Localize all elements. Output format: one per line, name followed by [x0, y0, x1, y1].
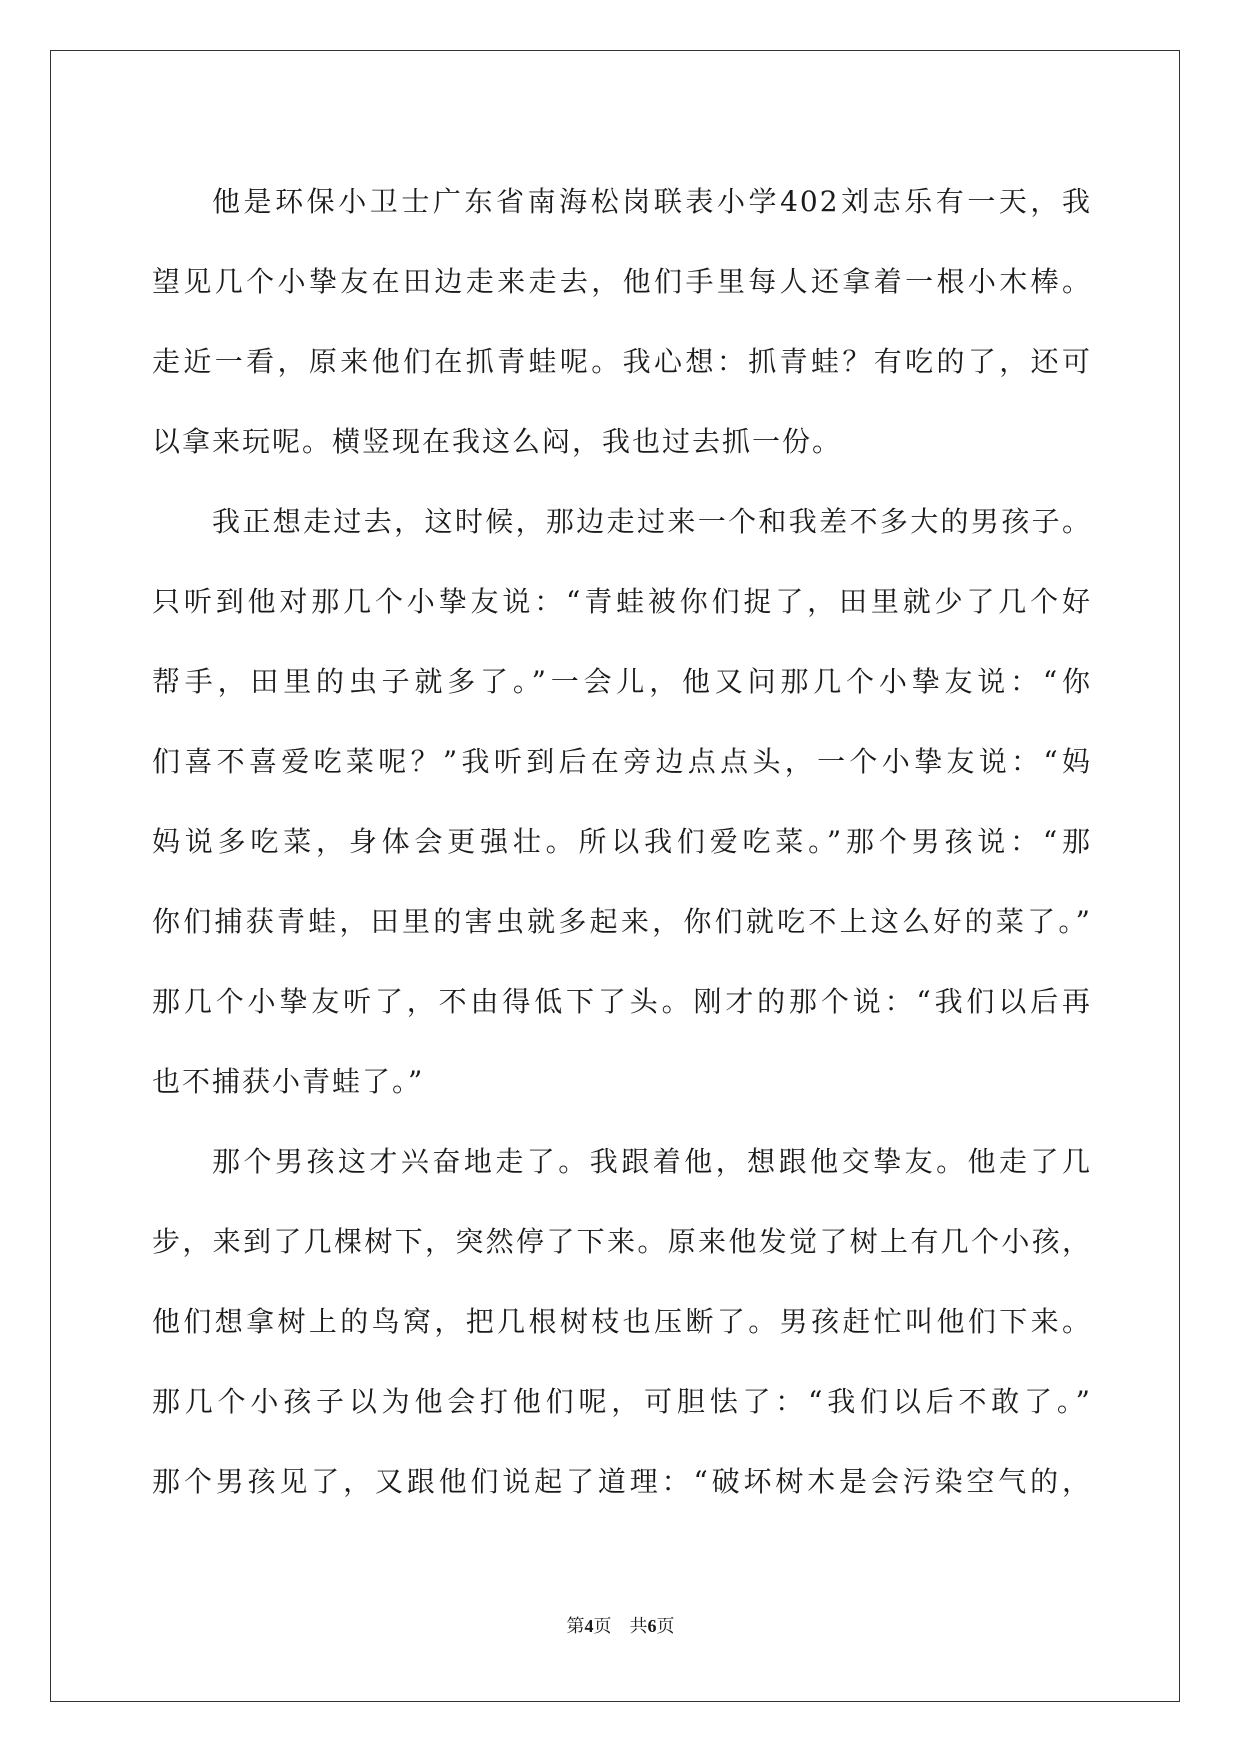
document-body — [152, 162, 1092, 1522]
text-line: 那个男孩见了，又跟他们说起了道理：“破坏树木是会污染空气的， — [152, 1465, 1092, 1498]
page-prefix: 第 — [566, 1616, 585, 1636]
text-line: 们喜不喜爱吃菜呢？”我听到后在旁边点点头，一个小挚友说：“妈 — [152, 745, 1092, 778]
text-line: 帮手，田里的虫子就多了。”一会儿，他又问那几个小挚友说：“你 — [152, 665, 1092, 698]
text-line: 他是环保小卫士广东省南海松岗联表小学402刘志乐有一天，我 — [212, 185, 1092, 218]
total-page-number: 6 — [647, 1616, 657, 1636]
page-footer — [0, 1612, 1241, 1638]
text-line: 那几个小孩子以为他会打他们呢，可胆怯了：“我们以后不敢了。” — [152, 1385, 1092, 1418]
text-line: 妈说多吃菜，身体会更强壮。所以我们爱吃菜。”那个男孩说：“那 — [152, 825, 1092, 858]
text-line: 望见几个小挚友在田边走来走去，他们手里每人还拿着一根小木棒。 — [152, 265, 1092, 298]
text-line: 步，来到了几棵树下，突然停了下来。原来他发觉了树上有几个小孩， — [152, 1225, 1092, 1258]
text-line: 走近一看，原来他们在抓青蛙呢。我心想：抓青蛙？有吃的了，还可 — [152, 345, 1092, 378]
text-line: 也不捕获小青蛙了。” — [152, 1065, 425, 1098]
text-line: 那个男孩这才兴奋地走了。我跟着他，想跟他交挚友。他走了几 — [212, 1145, 1092, 1178]
text-line: 以拿来玩呢。横竖现在我这么闷，我也过去抓一份。 — [152, 425, 843, 458]
current-page-number: 4 — [584, 1616, 594, 1636]
text-line: 只听到他对那几个小挚友说：“青蛙被你们捉了，田里就少了几个好 — [152, 585, 1092, 618]
text-line: 我正想走过去，这时候，那边走过来一个和我差不多大的男孩子。 — [212, 505, 1092, 538]
text-line: 那几个小挚友听了，不由得低下了头。刚才的那个说：“我们以后再 — [152, 985, 1092, 1018]
text-line: 你们捕获青蛙，田里的害虫就多起来，你们就吃不上这么好的菜了。” — [152, 905, 1092, 938]
page-mid: 页 共 — [593, 1616, 648, 1636]
page-suffix: 页 — [656, 1616, 675, 1636]
text-line: 他们想拿树上的鸟窝，把几根树枝也压断了。男孩赶忙叫他们下来。 — [152, 1305, 1092, 1338]
